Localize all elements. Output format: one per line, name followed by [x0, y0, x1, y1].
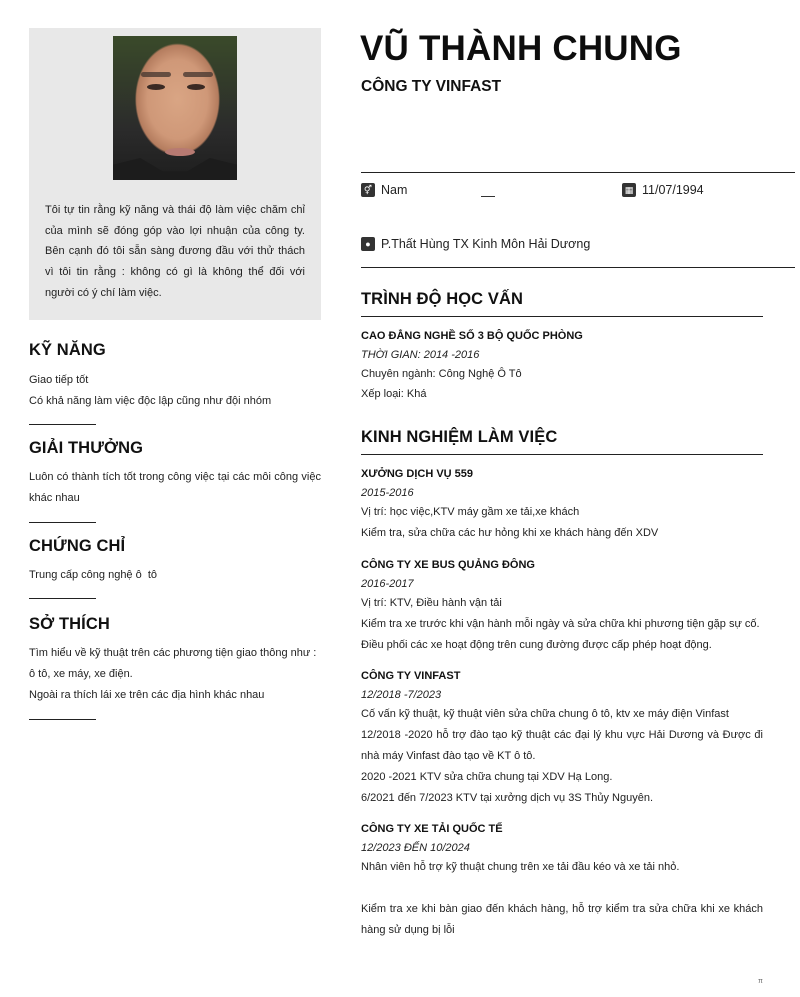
job-detail: 2020 -2021 KTV sửa chữa chung tại XDV Hạ Long. [361, 771, 613, 783]
education-period: THỜI GIAN: 2014 -2016 [361, 349, 480, 361]
job-detail: 6/2021 đến 7/2023 KTV tại xưởng dịch vụ 3S Thủy Nguyên. [361, 792, 654, 804]
school-name: CAO ĐẲNG NGHỀ SỐ 3 BỘ QUỐC PHÒNG [361, 330, 583, 342]
section-divider [29, 522, 96, 523]
skills-title: KỸ NĂNG [29, 341, 106, 359]
certificate-item: Trung cấp công nghệ ô tô [29, 569, 158, 581]
gender-value: Nam [381, 183, 408, 197]
birthday-value: 11/07/1994 [642, 183, 704, 197]
job-detail: Nhân viên hỗ trợ kỹ thuật chung trên xe tải đầu kéo và xe tải nhỏ. [361, 861, 680, 873]
job-detail: Kiểm tra xe khi bàn giao đến khách hàng, hỗ trợ kiểm tra sửa chữa khi xe khách hàng sử dụng bị lỗi [361, 903, 763, 936]
profile-box [29, 28, 321, 320]
hobby-item: Tìm hiểu về kỹ thuật trên các phương tiện giao thông như : ô tô, xe máy, xe điện. [29, 647, 317, 680]
employer-name: XƯỞNG DỊCH VỤ 559 [361, 468, 474, 480]
experience-entry [361, 465, 763, 544]
hobbies-title: SỞ THÍCH [29, 615, 110, 633]
about-text: Tôi tự tin rằng kỹ năng và thái độ làm việc chăm chỉ của mình sẽ đóng góp vào lợi nhuận của công ty. Bên cạnh đó tôi sẵn sàng đương đầu với thử thách vì tôi tin rằng : không có gì là không thể đối với người có ý chí làm việc. [45, 204, 305, 299]
skills-section [29, 341, 321, 425]
job-detail: Điều phối các xe hoạt động trên cung đường được cấp phép hoạt động. [361, 639, 712, 651]
education-divider [361, 316, 763, 317]
hobby-item: Ngoài ra thích lái xe trên các địa hình khác nhau [29, 689, 265, 701]
award-item: Luôn có thành tích tốt trong công việc tại các môi công việc khác nhau [29, 471, 321, 504]
section-divider [29, 424, 96, 425]
job-detail: Vị trí: học việc,KTV máy gầm xe tải,xe khách [361, 506, 580, 518]
certificates-section [29, 537, 321, 599]
contact-birthday [622, 183, 704, 197]
candidate-name: VŨ THÀNH CHUNG [360, 29, 682, 68]
left-column [29, 28, 321, 701]
education-grade: Xếp loại: Khá [361, 388, 427, 400]
hobbies-section [29, 615, 321, 720]
education-title: TRÌNH ĐỘ HỌC VẤN [361, 290, 524, 308]
job-detail: Vị trí: KTV, Điều hành vận tải [361, 597, 502, 609]
employment-period: 2016-2017 [361, 578, 414, 590]
profile-photo [113, 36, 237, 180]
skill-item: Có khả năng làm việc độc lập cũng như đội nhóm [29, 395, 272, 407]
job-detail: 12/2018 -2020 hỗ trợ đào tạo kỹ thuật các đại lý khu vực Hải Dương và Được đi nhà máy Vinfast đào tạo về KT ô tô. [361, 729, 763, 762]
employer-name: CÔNG TY XE TẢI QUỐC TẾ [361, 823, 503, 835]
job-detail: Kiểm tra, sửa chữa các hư hỏng khi xe khách hàng đến XDV [361, 527, 659, 539]
address-value: P.Thất Hùng TX Kinh Môn Hải Dương [381, 237, 591, 251]
job-detail: Cố vấn kỹ thuật, kỹ thuật viên sửa chữa chung ô tô, ktv xe máy điện Vinfast [361, 708, 729, 720]
job-detail: Kiểm tra xe trước khi vận hành mỗi ngày và sửa chữa khi phương tiện gặp sự cố. [361, 618, 760, 630]
education-entry [361, 327, 763, 404]
blank-line [361, 878, 763, 899]
awards-title: GIẢI THƯỞNG [29, 439, 144, 457]
certificates-title: CHỨNG CHỈ [29, 537, 126, 555]
employment-period: 12/2018 -7/2023 [361, 689, 442, 701]
calendar-icon: ▦ [622, 183, 636, 197]
contact-address [361, 237, 590, 251]
page-mark: π [758, 978, 763, 985]
candidate-company: CÔNG TY VINFAST [361, 78, 502, 95]
employer-name: CÔNG TY VINFAST [361, 670, 461, 682]
contact-gender [361, 183, 407, 197]
contact-bottom-divider [361, 267, 795, 268]
placeholder-dash [481, 196, 495, 197]
location-pin-icon: ● [361, 237, 375, 251]
experience-divider [361, 454, 763, 455]
section-divider [29, 598, 96, 599]
experience-entry [361, 667, 763, 809]
employment-period: 2015-2016 [361, 487, 414, 499]
contact-top-divider [361, 172, 795, 173]
skill-item: Giao tiếp tốt [29, 374, 89, 386]
awards-section [29, 439, 321, 523]
experience-title: KINH NGHIỆM LÀM VIỆC [361, 428, 558, 446]
gender-icon: ⚥ [361, 183, 375, 197]
section-divider [29, 719, 96, 720]
experience-entry [361, 820, 763, 941]
employer-name: CÔNG TY XE BUS QUẢNG ĐÔNG [361, 559, 535, 571]
experience-entry [361, 556, 763, 656]
education-major: Chuyên ngành: Công Nghệ Ô Tô [361, 368, 522, 380]
employment-period: 12/2023 ĐẾN 10/2024 [361, 842, 470, 854]
